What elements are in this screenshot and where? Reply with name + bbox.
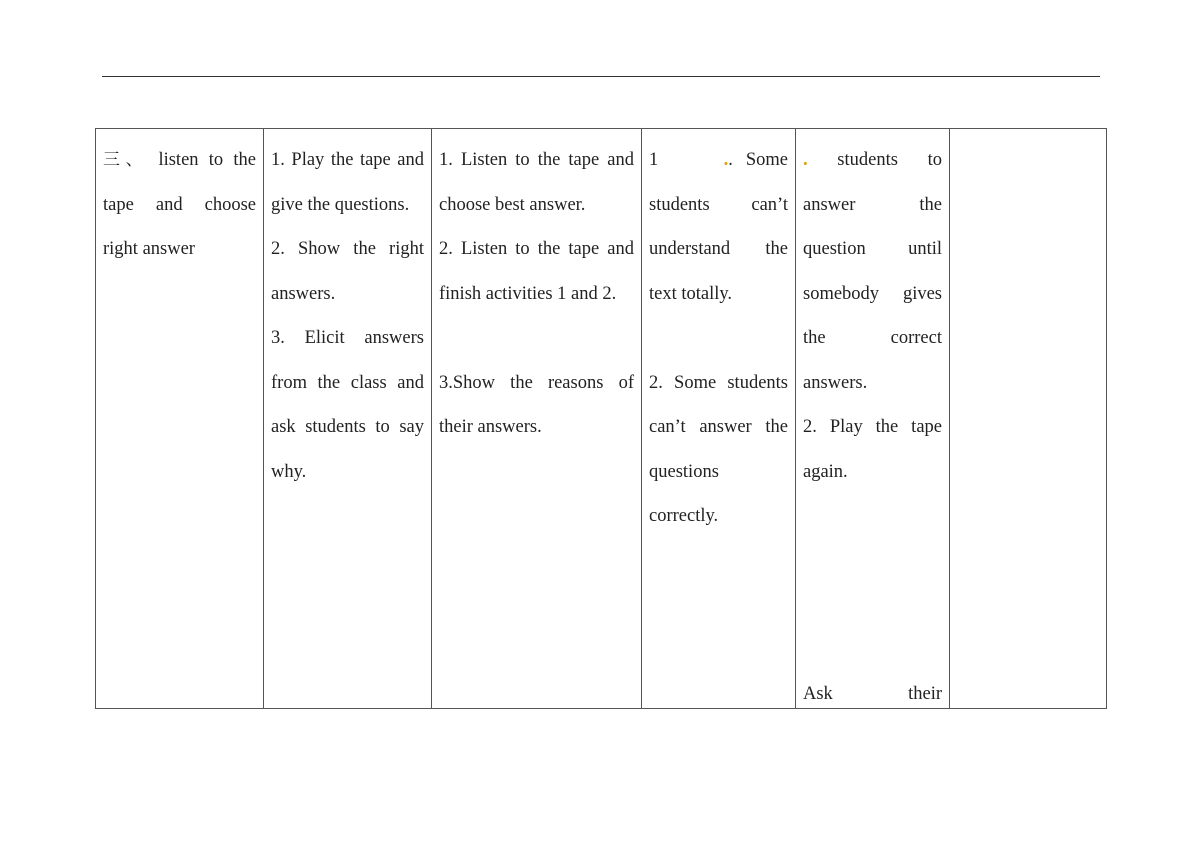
step-cell	[96, 129, 264, 709]
solution-2: 2. Play the tape again.	[803, 417, 942, 482]
solutions-cell	[796, 129, 950, 709]
notes-cell	[950, 129, 1107, 709]
header-rule	[102, 76, 1100, 77]
solution-1: . students to answer the question until somebody gives the correct answers.	[803, 150, 942, 393]
student-activity-3: 3.Show the reasons of their answers.	[439, 372, 634, 437]
student-activity-1: 1. Listen to the tape and choose best answer.	[439, 150, 634, 215]
stray-mark: .	[803, 150, 808, 170]
teacher-activity-1: 1. Play the tape and give the questions.	[271, 150, 424, 215]
problem-1: 1 .. Some students can’t understand the text totally.	[649, 150, 789, 304]
teacher-activity-cell	[264, 129, 432, 709]
problems-cell	[642, 129, 796, 709]
table-row	[96, 129, 1107, 709]
student-activity-cell	[432, 129, 642, 709]
step-marker: 三、	[103, 150, 149, 170]
student-activity-2: 2. Listen to the tape and finish activities 1 and 2.	[439, 239, 634, 304]
stray-mark: .	[723, 150, 729, 170]
lesson-plan-table	[95, 128, 1107, 709]
teacher-activity-3: 3. Elicit answers from the class and ask students to say why.	[271, 328, 424, 482]
teacher-activity-2: 2. Show the right answers.	[271, 239, 424, 304]
step-text: 三、 listen to the tape and choose right answer	[103, 150, 256, 259]
problem-2: 2. Some students can’t answer the questions correctly.	[649, 372, 788, 526]
solution-tail: Ask their	[803, 684, 942, 704]
